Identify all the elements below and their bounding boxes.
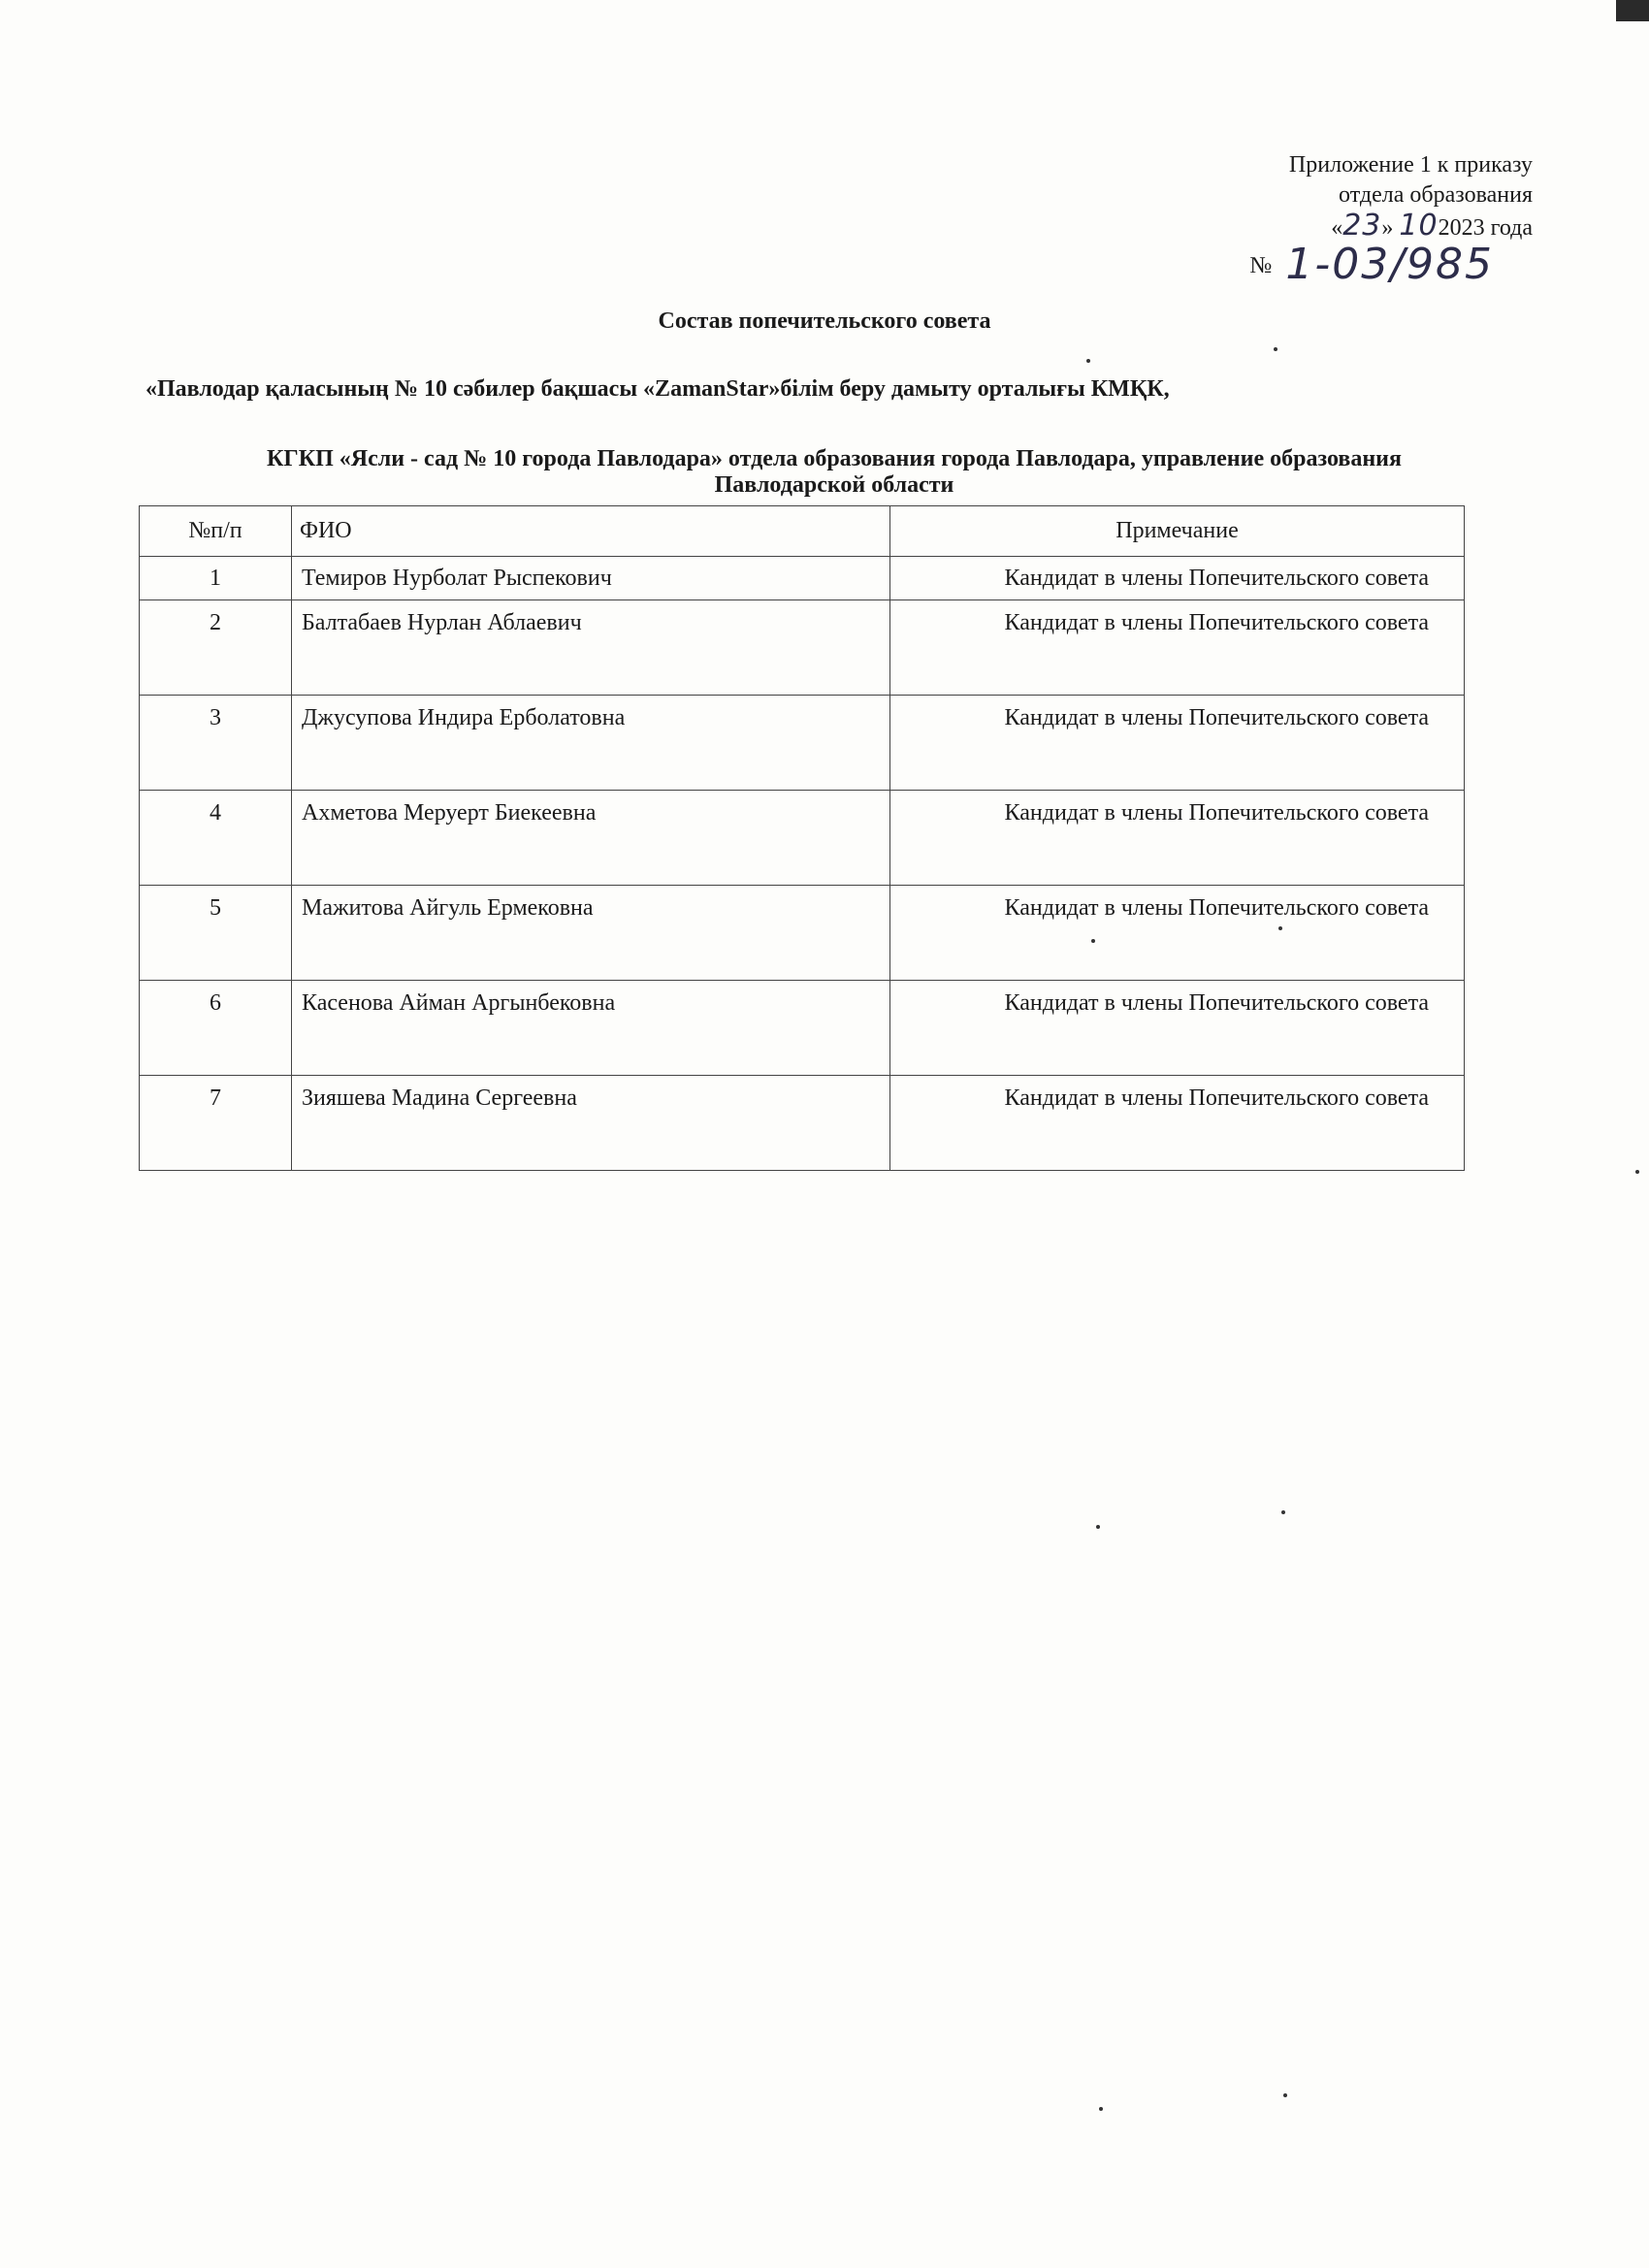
table-row — [140, 886, 1465, 981]
row-number: 5 — [140, 886, 292, 981]
row-note: Кандидат в члены Попечительского совета — [890, 600, 1465, 696]
header-note: Примечание — [890, 506, 1465, 557]
date-close-quote: » — [1381, 215, 1400, 241]
table-row — [140, 557, 1465, 600]
row-note: Кандидат в члены Попечительского совета — [890, 1076, 1465, 1171]
row-number: 6 — [140, 981, 292, 1076]
scan-edge-shadow — [1616, 0, 1649, 21]
row-number: 3 — [140, 696, 292, 791]
date-year: 2023 года — [1438, 215, 1533, 241]
number-sign: № — [1249, 253, 1273, 278]
subtitle-russian — [136, 446, 1533, 499]
scan-speck — [1278, 926, 1282, 930]
council-members-table — [139, 505, 1465, 1171]
scan-speck — [1099, 2107, 1103, 2111]
table-header-row — [140, 506, 1465, 557]
subtitle-russian-line-1: КГКП «Ясли - сад № 10 города Павлодара» отдела образования города Павлодара, управление образования — [267, 446, 1402, 471]
header-name: ФИО — [292, 506, 890, 557]
row-note: Кандидат в члены Попечительского совета — [890, 981, 1465, 1076]
row-name: Темиров Нурболат Рыспекович — [292, 557, 890, 600]
row-number: 1 — [140, 557, 292, 600]
appendix-date — [1183, 211, 1533, 243]
row-note: Кандидат в члены Попечительского совета — [890, 696, 1465, 791]
date-open-quote: « — [1331, 215, 1343, 241]
table-row — [140, 791, 1465, 886]
document-title: Состав попечительского совета — [658, 308, 991, 334]
table-row — [140, 981, 1465, 1076]
row-note: Кандидат в члены Попечительского совета — [890, 886, 1465, 981]
row-number: 2 — [140, 600, 292, 696]
row-note: Кандидат в члены Попечительского совета — [890, 791, 1465, 886]
row-name: Джусупова Индира Ерболатовна — [292, 696, 890, 791]
scan-speck — [1283, 2093, 1287, 2097]
table-row — [140, 1076, 1465, 1171]
scan-speck — [1635, 1170, 1639, 1174]
handwritten-month: 10 — [1399, 209, 1439, 243]
row-name: Ахметова Меруерт Биекеевна — [292, 791, 890, 886]
handwritten-day: 23 — [1342, 209, 1382, 243]
scan-speck — [1281, 1510, 1285, 1514]
scan-speck — [1086, 359, 1090, 363]
header-number: №п/п — [140, 506, 292, 557]
table-row — [140, 696, 1465, 791]
handwritten-order-number: 1-03/985 — [1285, 240, 1494, 289]
row-note: Кандидат в члены Попечительского совета — [890, 557, 1465, 600]
table-row — [140, 600, 1465, 696]
appendix-line-1: Приложение 1 к приказу — [1288, 152, 1533, 178]
appendix-number — [1183, 240, 1533, 289]
scan-speck — [1096, 1525, 1100, 1529]
row-number: 4 — [140, 791, 292, 886]
row-name: Мажитова Айгуль Ермековна — [292, 886, 890, 981]
row-name: Зияшева Мадина Сергеевна — [292, 1076, 890, 1171]
row-name: Касенова Айман Аргынбековна — [292, 981, 890, 1076]
subtitle-kazakh: «Павлодар қаласының № 10 сәбилер бақшасы «ZamanStar»білім беру дамыту орталығы КМҚК, — [146, 376, 1170, 402]
appendix-header — [1183, 150, 1533, 289]
scan-speck — [1091, 939, 1095, 943]
subtitle-russian-line-2: Павлодарской области — [714, 472, 954, 498]
scan-speck — [1274, 347, 1277, 351]
row-number: 7 — [140, 1076, 292, 1171]
appendix-line-2: отдела образования — [1339, 182, 1533, 208]
row-name: Балтабаев Нурлан Аблаевич — [292, 600, 890, 696]
